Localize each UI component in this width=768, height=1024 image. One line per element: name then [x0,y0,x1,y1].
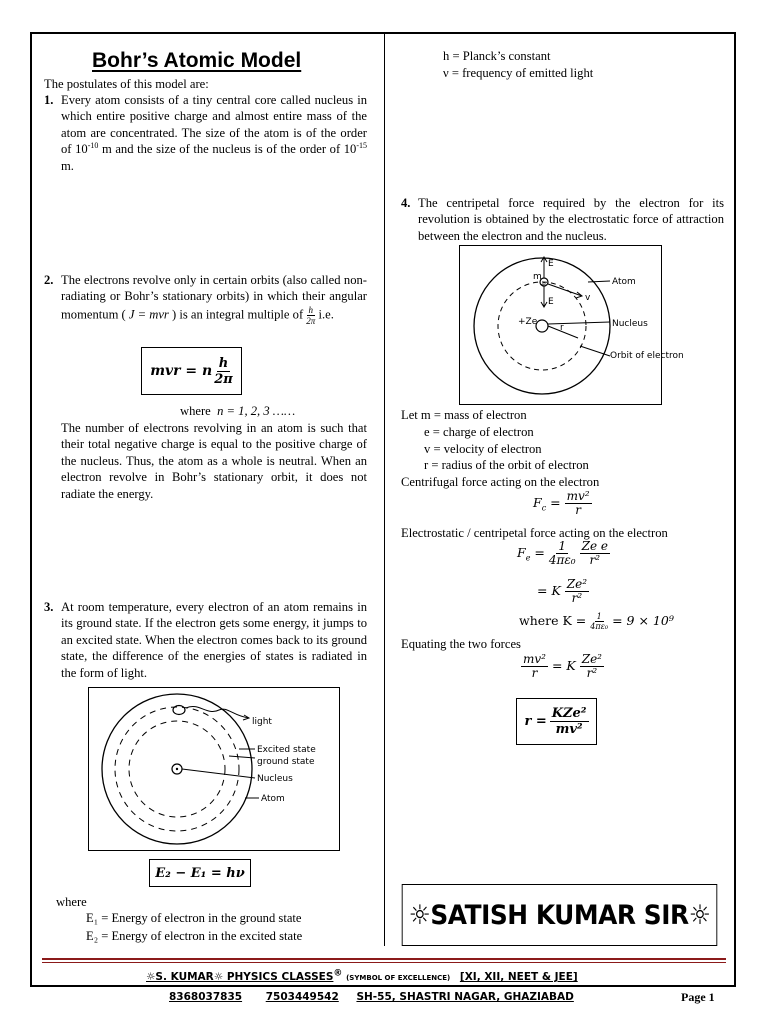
centrifugal-formula: $F_c$ = $\frac{\text{mv²}}{r}$ [533,489,590,517]
label-atom: Atom [612,277,636,287]
neutral-atom-paragraph: The number of electrons revolving in an atom is such that their total negative charge is equal to the positive charge of the nucleus. Thus, the atom as a whole is neutral. When an electron revolve in Bohr’s stationary orbit, it does not radiate the energy. [61,421,367,501]
electrostatic-formula: $F_e$ = $\frac{1}{\text{4πε₀}}$ $\frac{\text{Ze e}}{\text{r²}}$ [517,539,608,567]
label-velocity: v [585,293,591,303]
postulate-3-text: At room temperature, every electron of an atom remains in its ground state. If the electron gets some energy, it jumps to an excited state. When the electron comes back to its ground state, the difference of the energies of states is radiated in the form of light. [61,600,367,680]
label-nucleus: Nucleus [257,774,293,784]
label-field-up: E [548,259,554,269]
let-mass: Let m = mass of electron [401,408,527,422]
postulate-number: 2. [44,273,54,287]
where-label: where [56,895,87,909]
energy-levels-svg [89,688,339,850]
label-excited-state: Excited state [257,745,316,755]
e2-definition: E₂ = Energy of electron in the excited state [86,929,303,943]
k-constant: where K = $\frac{1}{\text{4πε₀}}$ = 9 × 10⁹ [519,612,674,631]
teacher-banner: ☼SATISH KUMAR SIR☼ [402,884,718,946]
postulate-3 [44,599,367,681]
label-orbit: Orbit of electron [610,351,684,361]
label-nucleus-charge: +Ze [518,317,538,327]
postulate-4 [401,195,724,244]
formula-box-radius: r = $\frac{\text{KZe²}}{\text{mv²}}$ [516,698,597,745]
label-mass: m [533,272,542,282]
where-n-values: where n = 1, 2, 3 …… [180,404,296,418]
label-atom: Atom [261,794,285,804]
frequency-def: ν = frequency of emitted light [443,66,594,80]
equating-formula: $\frac{\text{mv²}}{r}$ = K $\frac{\text{Ze²}}{\text{r²}}$ [523,652,602,680]
let-velocity: v = velocity of electron [424,442,542,456]
postulate-number: 1. [44,93,54,107]
page-number: Page 1 [681,990,715,1004]
let-radius: r = radius of the orbit of electron [424,458,589,472]
centrifugal-label: Centrifugal force acting on the electron [401,475,600,489]
electrostatic-formula-k: = K $\frac{\text{Ze²}}{\text{r²}}$ [537,577,588,605]
footer-rule-bottom [42,962,726,963]
equating-label: Equating the two forces [401,637,521,651]
planck-constant-def: h = Planck’s constant [443,49,551,63]
page-title: Bohr’s Atomic Model [92,49,302,72]
energy-levels-diagram [88,687,340,851]
electrostatic-label: Electrostatic / centripetal force acting on the electron [401,526,668,540]
postulate-number: 3. [44,600,54,614]
electron-orbit-svg [460,246,684,404]
label-field-down: E [548,297,554,307]
postulate-4-text: The centripetal force required by the electron for its revolution is obtained by the electrostatic force of attraction between the electron and the nucleus. [418,196,724,243]
electron-orbit-diagram [459,245,684,405]
footer-rule-top [42,958,726,960]
footer-contact: 8368037835 7503449542 SH-55, SHASTRI NAGAR, GHAZIABAD [169,991,574,1003]
postulate-2-text: The electrons revolve only in certain orbits (also called non-radiating or Bohr’s stationary orbits) in which their angular momentum ( J = mvr ) is an integral multiple of $\frac{h}{2\pi}$ i.e. [61,273,367,326]
footer-institute: ☼S. KUMAR☼ PHYSICS CLASSES® (SYMBOL OF EXCELLENCE) [XI, XII, NEET & JEE] [146,968,578,983]
postulate-number: 4. [401,196,411,210]
label-light: light [252,717,272,727]
let-charge: e = charge of electron [424,425,534,439]
postulate-1-text: Every atom consists of a tiny central core called nucleus in which entire positive charge and almost entire mass of the atom are concentrated. The size of the atom is of the order of $10^{-10}$ m and the size of the nucleus is of the order of $10^{-15}$ m. [61,93,368,173]
formula-box-quantization: mvr = n $\frac{h}{2\pi}$ [141,347,242,395]
formula-box-energy: E₂ − E₁ = hν [149,859,251,887]
postulate-2 [44,272,367,326]
postulate-1 [44,92,367,174]
label-electron-charge: -e [540,281,546,288]
label-ground-state: ground state [257,757,315,767]
column-divider [384,33,385,946]
e1-definition: E₁ = Energy of electron in the ground state [86,911,302,925]
label-nucleus: Nucleus [612,319,648,329]
label-radius: r [560,323,564,333]
intro-text: The postulates of this model are: [44,77,209,91]
